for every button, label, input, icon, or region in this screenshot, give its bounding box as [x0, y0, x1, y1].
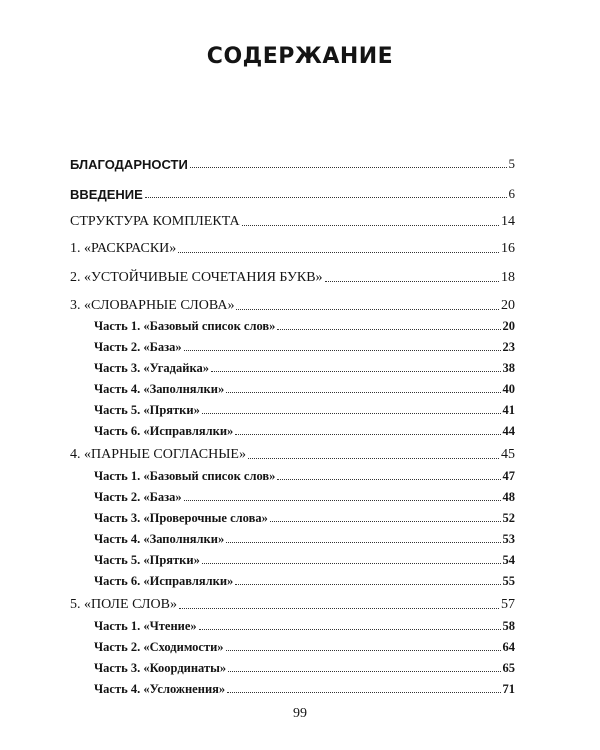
dot-leader — [184, 486, 501, 501]
toc-entry-page: 71 — [502, 682, 515, 696]
toc-entry-label: Часть 1. «Базовый список слов» — [94, 469, 276, 483]
dot-leader — [184, 336, 501, 351]
toc-entry-page: 41 — [502, 403, 515, 417]
toc-entry-label: ВВЕДЕНИЕ — [70, 187, 143, 202]
toc-entry-page: 55 — [502, 574, 515, 588]
page-title: СОДЕРЖАНИЕ — [206, 44, 394, 69]
toc-entry-page: 52 — [502, 511, 515, 525]
toc-subentry — [94, 635, 515, 655]
toc-entry-page: 20 — [501, 298, 515, 313]
toc-entry-page: 48 — [502, 490, 515, 504]
dot-leader — [270, 507, 501, 522]
dot-leader — [242, 211, 499, 226]
toc-entry-label: 4. «ПАРНЫЕ СОГЛАСНЫЕ» — [70, 447, 246, 462]
toc-subentry — [94, 485, 515, 505]
toc-entry-label: Часть 3. «Координаты» — [94, 661, 227, 675]
toc-entry-label: БЛАГОДАРНОСТИ — [70, 157, 188, 172]
toc-entry — [70, 210, 515, 230]
toc-entry — [70, 182, 515, 202]
toc-entry-label: Часть 2. «База» — [94, 490, 182, 504]
dot-leader — [228, 657, 500, 672]
toc-entry-label: Часть 1. «Базовый список слов» — [94, 319, 276, 333]
dot-leader — [190, 153, 507, 168]
toc-subentry — [94, 377, 515, 397]
toc-entry-label: Часть 2. «Сходимости» — [94, 640, 224, 654]
toc-entry-page: 38 — [502, 361, 515, 375]
toc-entry — [70, 593, 515, 613]
toc-entry-label: Часть 3. «Угадайка» — [94, 361, 209, 375]
dot-leader — [202, 399, 501, 414]
toc-entry-page: 20 — [502, 319, 515, 333]
toc-entry — [70, 237, 515, 257]
toc-entry-label: 5. «ПОЛЕ СЛОВ» — [70, 597, 178, 612]
toc-entry-label: Часть 6. «Исправлялки» — [94, 424, 234, 438]
dot-leader — [227, 678, 500, 693]
dot-leader — [145, 183, 507, 198]
toc-entry-page: 23 — [502, 340, 515, 354]
dot-leader — [211, 357, 501, 372]
toc-entry — [70, 294, 515, 314]
toc-subentry — [94, 356, 515, 376]
dot-leader — [236, 295, 499, 310]
dot-leader — [277, 315, 500, 330]
toc-entry-page: 6 — [508, 186, 515, 201]
toc-subentry — [94, 548, 515, 568]
dot-leader — [325, 267, 499, 282]
toc-entry — [70, 266, 515, 286]
toc-subentry — [94, 506, 515, 526]
toc-subentry — [94, 677, 515, 697]
toc-entry-label: Часть 6. «Исправлялки» — [94, 574, 234, 588]
toc-entry-label: СТРУКТУРА КОМПЛЕКТА — [70, 214, 240, 229]
toc-entry-label: 3. «СЛОВАРНЫЕ СЛОВА» — [70, 298, 235, 313]
toc-entry-page: 58 — [502, 619, 515, 633]
toc-entry-page: 53 — [502, 532, 515, 546]
toc-entry-label: Часть 1. «Чтение» — [94, 619, 197, 633]
toc-entry-label: Часть 4. «Заполнялки» — [94, 382, 225, 396]
toc-entry-page: 57 — [501, 597, 515, 612]
toc-entry-page: 45 — [501, 447, 515, 462]
toc-subentry — [94, 335, 515, 355]
dot-leader — [202, 549, 501, 564]
toc-entry-page: 14 — [501, 214, 515, 229]
toc-entry-page: 16 — [501, 241, 515, 256]
dot-leader — [178, 238, 499, 253]
toc-entry-label: Часть 3. «Проверочные слова» — [94, 511, 268, 525]
toc-subentry — [94, 527, 515, 547]
toc-entry-label: Часть 4. «Заполнялки» — [94, 532, 225, 546]
toc-subentry — [94, 569, 515, 589]
dot-leader — [226, 636, 501, 651]
toc-entry-label: 2. «УСТОЙЧИВЫЕ СОЧЕТАНИЯ БУКВ» — [70, 270, 323, 285]
dot-leader — [179, 594, 499, 609]
toc-entry-label: Часть 2. «База» — [94, 340, 182, 354]
toc-subentry — [94, 398, 515, 418]
dot-leader — [235, 570, 500, 585]
dot-leader — [199, 615, 501, 630]
toc-entry-page: 40 — [502, 382, 515, 396]
page-number: 99 — [293, 706, 307, 721]
toc-entry-page: 5 — [508, 156, 515, 171]
toc-entry-label: Часть 5. «Прятки» — [94, 553, 200, 567]
dot-leader — [226, 378, 500, 393]
toc-entry-label: 1. «РАСКРАСКИ» — [70, 241, 177, 256]
dot-leader — [226, 528, 500, 543]
dot-leader — [248, 444, 499, 459]
toc-entry-page: 47 — [502, 469, 515, 483]
toc-entry-page: 44 — [502, 424, 515, 438]
toc-subentry — [94, 314, 515, 334]
dot-leader — [235, 420, 500, 435]
toc-entry — [70, 443, 515, 463]
toc-entry — [70, 152, 515, 172]
toc-subentry — [94, 656, 515, 676]
toc-subentry — [94, 614, 515, 634]
toc-subentry — [94, 419, 515, 439]
toc-entry-label: Часть 5. «Прятки» — [94, 403, 200, 417]
toc-entry-label: Часть 4. «Усложнения» — [94, 682, 226, 696]
toc-entry-page: 64 — [502, 640, 515, 654]
toc-entry-page: 18 — [501, 270, 515, 285]
toc-subentry — [94, 464, 515, 484]
toc-entry-page: 54 — [502, 553, 515, 567]
toc-entry-page: 65 — [502, 661, 515, 675]
dot-leader — [277, 465, 500, 480]
